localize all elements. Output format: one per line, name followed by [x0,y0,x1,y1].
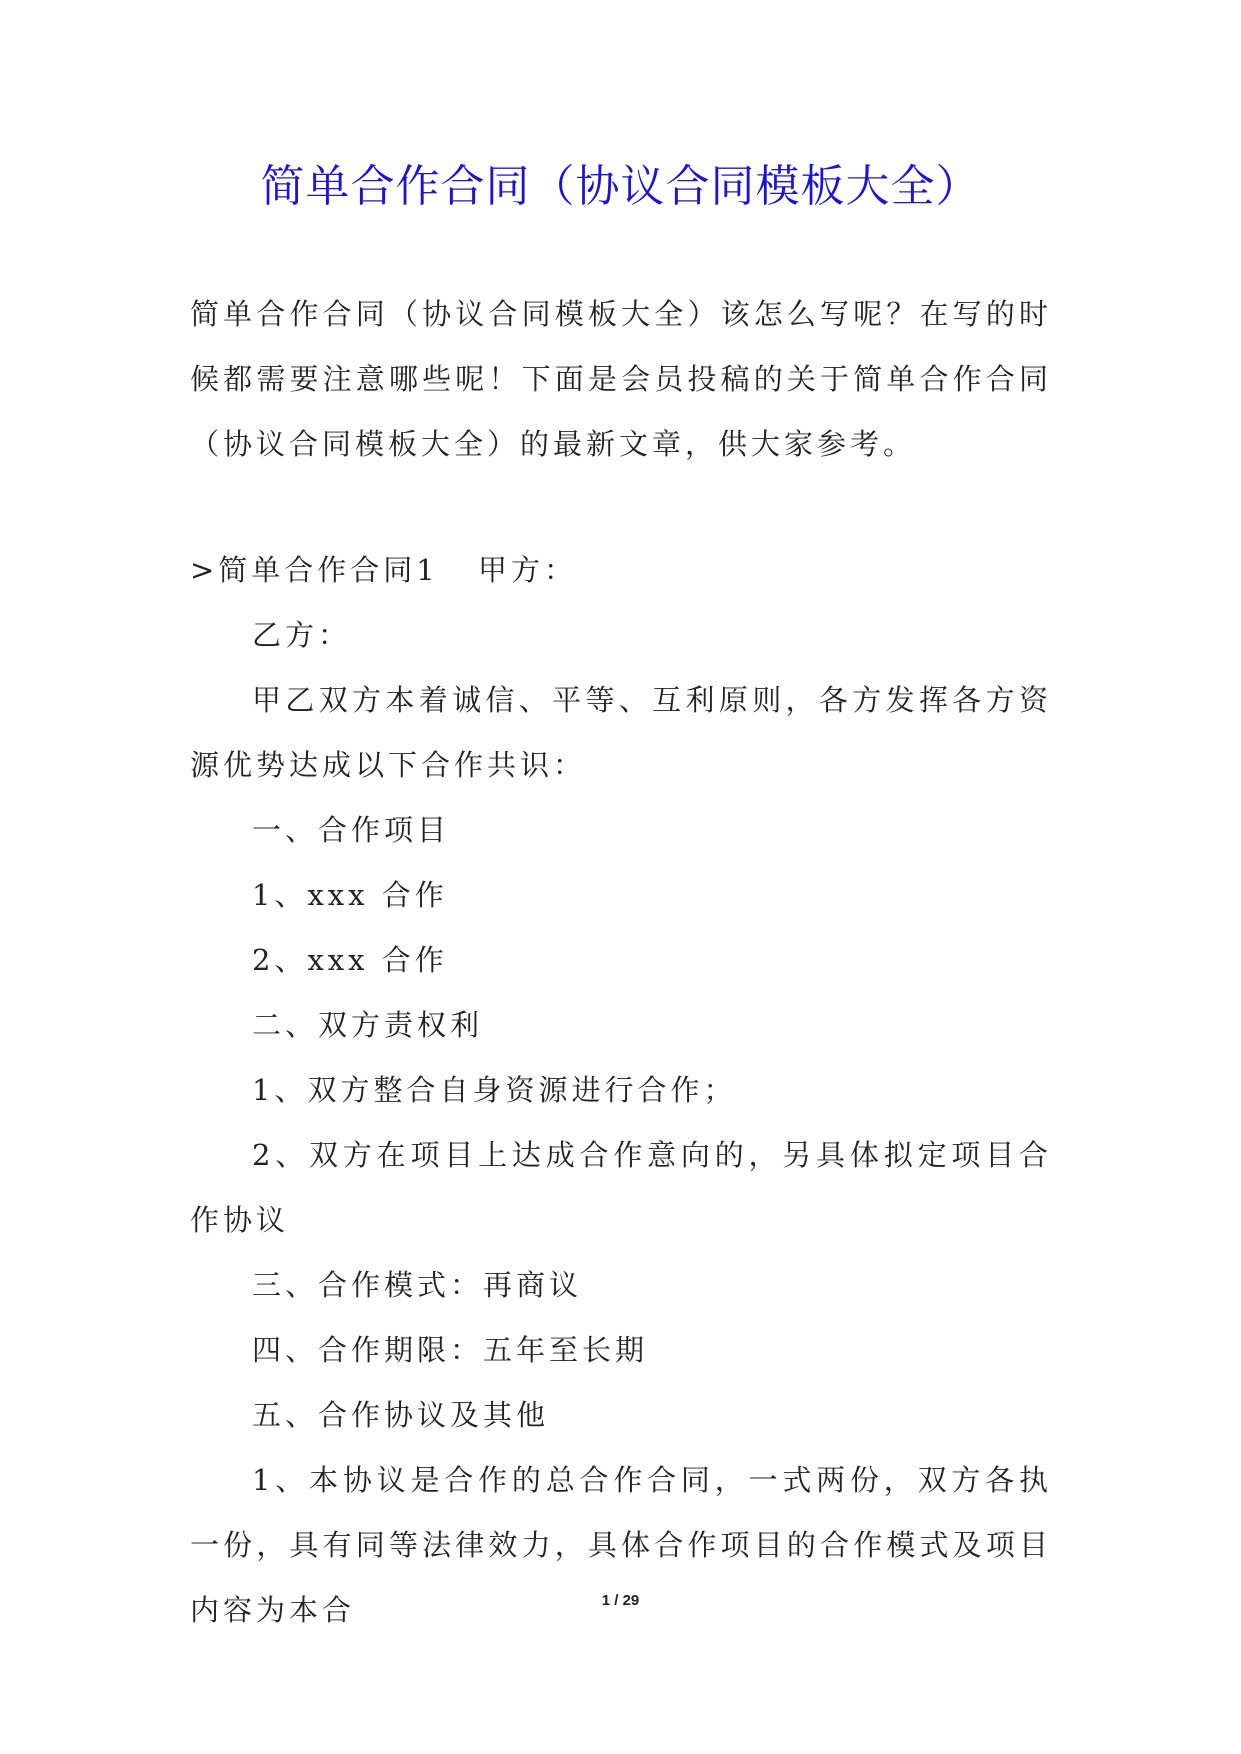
clause-heading-term: 四、合作期限：五年至长期 [252,1333,649,1367]
clause-item: 1、双方整合自身资源进行合作； [252,1073,737,1107]
party-b-label: 乙方： [252,618,352,652]
clause-heading-rights: 二、双方责权利 [252,1008,484,1042]
contract-section [190,538,1052,1643]
intro-paragraph: 简单合作合同（协议合同模板大全）该怎么写呢？在写的时候都需要注意哪些呢！下面是会员投稿的关于简单合作合同（协议合同模板大全）的最新文章，供大家参考。 [190,297,1052,461]
section-heading: >简单合作合同1 [190,553,439,587]
document-title: 简单合作合同（协议合同模板大全） [260,161,981,212]
clause-item: 1、本协议是合作的总合作合同，一式两份，双方各执一份，具有同等法律效力，具体合作项目的合作模式及项目内容为本合 [190,1463,1052,1627]
clause-item: 2、xxx 合作 [252,943,448,977]
clause-heading-other: 五、合作协议及其他 [252,1398,550,1432]
clause-heading-mode: 三、合作模式：再商议 [252,1268,583,1302]
clause-item: 2、双方在项目上达成合作意向的，另具体拟定项目合作协议 [190,1138,1052,1237]
paragraph-principles: 甲乙双方本着诚信、平等、互利原则，各方发挥各方资源优势达成以下合作共识： [190,683,1052,782]
clause-item: 1、xxx 合作 [252,878,448,912]
clause-heading-projects: 一、合作项目 [252,813,451,847]
page-indicator: 1 / 29 [601,1592,640,1609]
party-a-label: 甲方： [478,553,578,587]
section-heading-row [190,538,1052,603]
